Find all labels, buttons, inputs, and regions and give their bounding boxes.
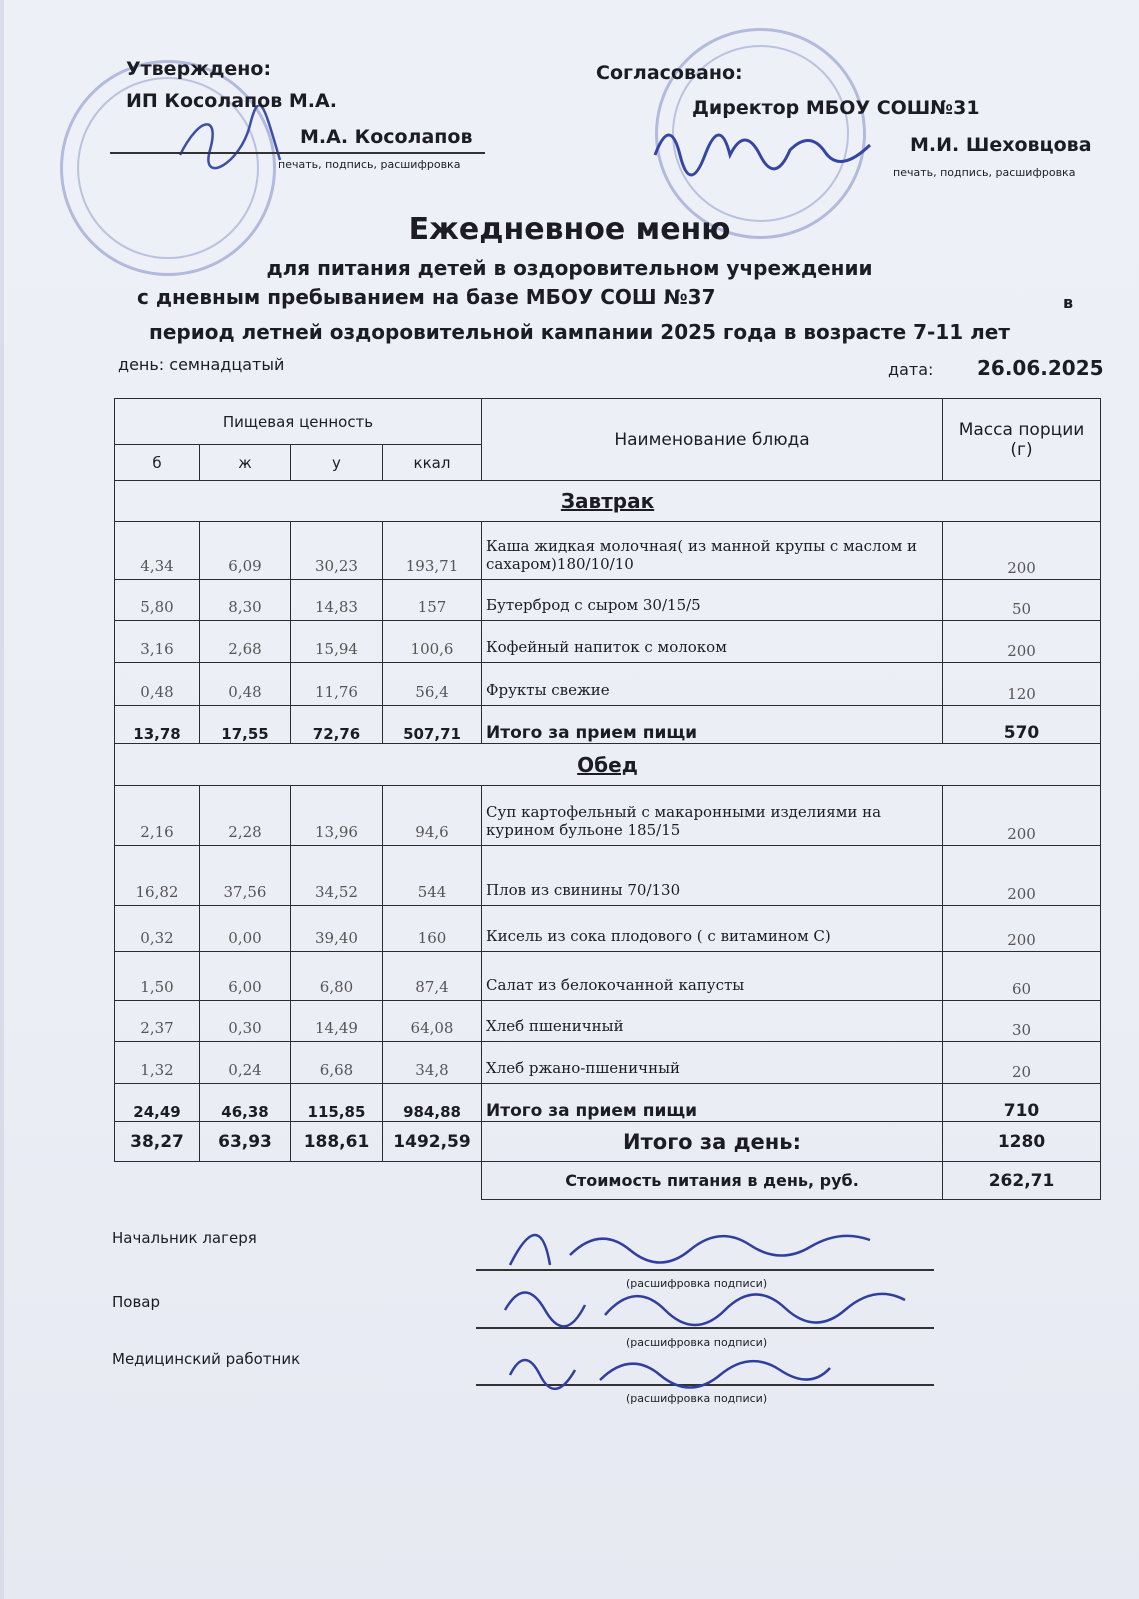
date-label: дата:: [888, 360, 934, 379]
mass-cell: 30: [943, 1001, 1101, 1042]
protein-cell: 1,32: [115, 1042, 200, 1084]
protein-total: 24,49: [115, 1084, 200, 1122]
cost-row: [115, 1162, 1101, 1200]
signature-caption-1: (расшифровка подписи): [626, 1277, 768, 1290]
date-value: 26.06.2025: [977, 356, 1104, 380]
agreed-name: М.И. Шеховцова: [910, 134, 1092, 156]
carbs-cell: 11,76: [291, 663, 383, 706]
dish-cell: Кофейный напиток с молоком: [482, 621, 943, 663]
kcal-cell: 34,8: [383, 1042, 482, 1084]
fat-cell: 2,68: [200, 621, 291, 663]
carbs-day-total: 188,61: [291, 1122, 383, 1162]
role-cook: Повар: [112, 1293, 161, 1311]
dish-cell: Фрукты свежие: [482, 663, 943, 706]
protein-total: 13,78: [115, 706, 200, 744]
carbs-cell: 30,23: [291, 522, 383, 580]
role-camp-head: Начальник лагеря: [112, 1229, 257, 1247]
section-lunch: Обед: [115, 744, 1101, 786]
kcal-total: 984,88: [383, 1084, 482, 1122]
protein-cell: 0,32: [115, 906, 200, 952]
carbs-cell: 6,80: [291, 952, 383, 1001]
page-title: Ежедневное меню: [408, 212, 731, 247]
dish-cell: Кисель из сока плодового ( с витамином С): [482, 906, 943, 952]
kcal-cell: 94,6: [383, 786, 482, 846]
fat-cell: 0,24: [200, 1042, 291, 1084]
dish-header: Наименование блюда: [482, 399, 943, 481]
fat-cell: 8,30: [200, 580, 291, 621]
subtitle-line-2: с дневным пребыванием на базе МБОУ СОШ №37: [137, 285, 716, 309]
cook-signature: [495, 1270, 915, 1330]
medic-signature: [500, 1340, 840, 1390]
fat-cell: 6,00: [200, 952, 291, 1001]
table-row: [115, 786, 1101, 846]
table-row: [115, 522, 1101, 580]
fat-total: 46,38: [200, 1084, 291, 1122]
protein-day-total: 38,27: [115, 1122, 200, 1162]
carbs-cell: 14,83: [291, 580, 383, 621]
approved-signature-line: [110, 152, 485, 154]
subtitle-word-v: в: [1063, 293, 1074, 312]
mass-header-line-2: (г): [1010, 439, 1033, 460]
protein-cell: 5,80: [115, 580, 200, 621]
kcal-day-total: 1492,59: [383, 1122, 482, 1162]
dish-cell: Салат из белокочанной капусты: [482, 952, 943, 1001]
approved-org: ИП Косолапов М.А.: [126, 90, 337, 112]
protein-cell: 16,82: [115, 846, 200, 906]
fat-cell: 6,09: [200, 522, 291, 580]
mass-cell: 200: [943, 786, 1101, 846]
table-row: [115, 621, 1101, 663]
day-total-row: [115, 1122, 1101, 1162]
approved-caption: печать, подпись, расшифровка: [278, 158, 461, 171]
mass-cell: 200: [943, 906, 1101, 952]
table-row: [115, 580, 1101, 621]
kcal-cell: 157: [383, 580, 482, 621]
day-total-label: Итого за день:: [482, 1122, 943, 1162]
dish-cell: Каша жидкая молочная( из манной крупы с маслом и сахаром)180/10/10: [482, 522, 943, 580]
table-row: [115, 906, 1101, 952]
protein-cell: 1,50: [115, 952, 200, 1001]
table-row: [115, 952, 1101, 1001]
mass-total: 570: [943, 706, 1101, 744]
dish-cell: Хлеб пшеничный: [482, 1001, 943, 1042]
camp-head-signature: [500, 1205, 880, 1275]
carbs-cell: 34,52: [291, 846, 383, 906]
signature-caption-2: (расшифровка подписи): [626, 1336, 768, 1349]
fat-day-total: 63,93: [200, 1122, 291, 1162]
dish-cell: Суп картофельный с макаронными изделиями на курином бульоне 185/15: [482, 786, 943, 846]
agreed-caption: печать, подпись, расшифровка: [893, 166, 1076, 179]
col-carbs: у: [291, 445, 383, 481]
section-breakfast: Завтрак: [115, 481, 1101, 522]
kcal-cell: 193,71: [383, 522, 482, 580]
total-label: Итого за прием пищи: [482, 706, 943, 744]
mass-cell: 200: [943, 621, 1101, 663]
cost-value: 262,71: [943, 1162, 1101, 1200]
approved-name: М.А. Косолапов: [300, 126, 473, 148]
kcal-cell: 544: [383, 846, 482, 906]
mass-cell: 200: [943, 522, 1101, 580]
mass-cell: 50: [943, 580, 1101, 621]
nutrition-header: Пищевая ценность: [115, 399, 482, 445]
day-label: день: семнадцатый: [118, 355, 285, 374]
fat-cell: 0,48: [200, 663, 291, 706]
carbs-total: 72,76: [291, 706, 383, 744]
lunch-total-row: [115, 1084, 1101, 1122]
col-fat: ж: [200, 445, 291, 481]
mass-cell: 20: [943, 1042, 1101, 1084]
mass-cell: 60: [943, 952, 1101, 1001]
kcal-cell: 87,4: [383, 952, 482, 1001]
fat-cell: 0,30: [200, 1001, 291, 1042]
mass-header: [943, 399, 1101, 481]
kcal-cell: 56,4: [383, 663, 482, 706]
carbs-cell: 39,40: [291, 906, 383, 952]
total-label: Итого за прием пищи: [482, 1084, 943, 1122]
dish-cell: Хлеб ржано-пшеничный: [482, 1042, 943, 1084]
mass-total: 710: [943, 1084, 1101, 1122]
protein-cell: 2,37: [115, 1001, 200, 1042]
kcal-cell: 160: [383, 906, 482, 952]
protein-cell: 0,48: [115, 663, 200, 706]
menu-table: [114, 398, 1101, 1200]
kcal-cell: 100,6: [383, 621, 482, 663]
kcal-cell: 64,08: [383, 1001, 482, 1042]
director-signature: [650, 110, 880, 180]
approver-signature: [170, 105, 290, 175]
carbs-cell: 13,96: [291, 786, 383, 846]
carbs-total: 115,85: [291, 1084, 383, 1122]
fat-cell: 0,00: [200, 906, 291, 952]
role-medic: Медицинский работник: [112, 1350, 301, 1368]
mass-cell: 200: [943, 846, 1101, 906]
protein-cell: 2,16: [115, 786, 200, 846]
protein-cell: 4,34: [115, 522, 200, 580]
table-row: [115, 846, 1101, 906]
dish-cell: Бутерброд с сыром 30/15/5: [482, 580, 943, 621]
fat-cell: 37,56: [200, 846, 291, 906]
col-protein: б: [115, 445, 200, 481]
mass-header-line-1: Масса порции: [958, 419, 1085, 440]
mass-cell: 120: [943, 663, 1101, 706]
approved-label: Утверждено:: [126, 58, 272, 80]
agreed-label: Согласовано:: [596, 62, 743, 84]
subtitle-line-3: период летней оздоровительной кампании 2025 года в возрасте 7-11 лет: [149, 320, 1010, 344]
protein-cell: 3,16: [115, 621, 200, 663]
table-row: [115, 1001, 1101, 1042]
kcal-total: 507,71: [383, 706, 482, 744]
carbs-cell: 15,94: [291, 621, 383, 663]
dish-cell: Плов из свинины 70/130: [482, 846, 943, 906]
breakfast-total-row: [115, 706, 1101, 744]
fat-total: 17,55: [200, 706, 291, 744]
table-row: [115, 663, 1101, 706]
signature-caption-3: (расшифровка подписи): [626, 1392, 768, 1405]
table-row: [115, 1042, 1101, 1084]
carbs-cell: 6,68: [291, 1042, 383, 1084]
mass-day-total: 1280: [943, 1122, 1101, 1162]
agreed-position: Директор МБОУ СОШ№31: [692, 97, 980, 119]
col-kcal: ккал: [383, 445, 482, 481]
subtitle-line-1: для питания детей в оздоровительном учреждении: [266, 256, 873, 280]
carbs-cell: 14,49: [291, 1001, 383, 1042]
cost-label: Стоимость питания в день, руб.: [482, 1162, 943, 1200]
fat-cell: 2,28: [200, 786, 291, 846]
